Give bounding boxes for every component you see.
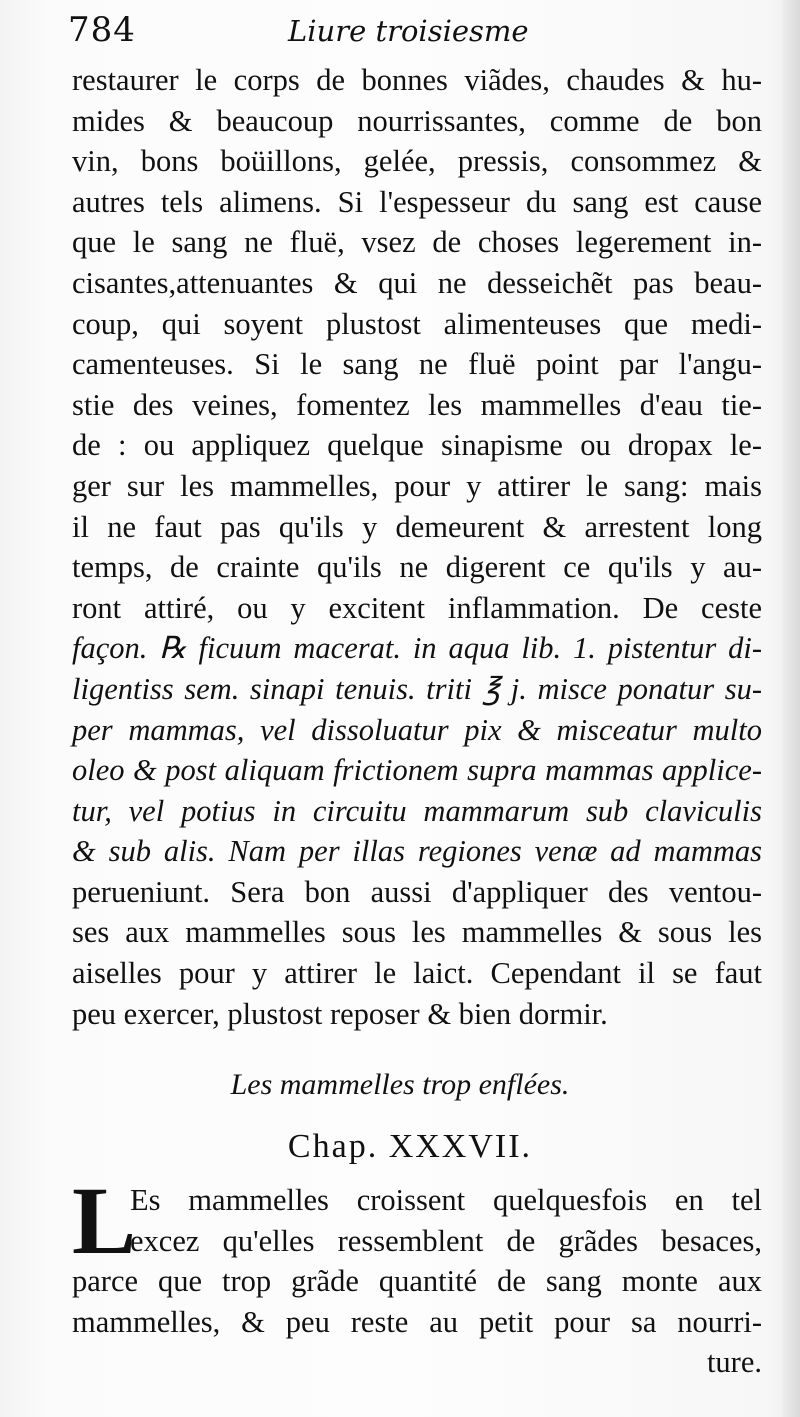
recipe-line: tur, vel potius in circuitu mammarum sub claviculis: [72, 793, 762, 828]
drop-cap: L: [72, 1167, 137, 1274]
page-edge-shadow: [782, 0, 800, 1417]
text-line: temps, de crainte qu'ils ne digerent ce qu'ils y au-: [72, 550, 762, 585]
text-line: que le sang ne fluë, vsez de choses legerement in-: [72, 225, 762, 260]
recipe-line: & sub alis. Nam per illas regiones venæ ad mammas: [72, 834, 762, 869]
text-line: restaurer le corps de bonnes viãdes, chaudes & hu-: [72, 63, 762, 97]
text-line: ront attiré, ou y excitent inflammation. De ceste: [72, 590, 762, 625]
recipe-line: oleo & post aliquam frictionem supra mammas applice-: [72, 753, 762, 788]
text-line: coup, qui soyent plustost alimenteuses que medi-: [72, 306, 762, 341]
text-line: aiselles pour y attirer le laict. Cependant il se faut: [72, 956, 762, 991]
text-line: peu exercer, plustost reposer & bien dormir.: [72, 996, 608, 1031]
text-line: vin, bons boüillons, gelée, pressis, consommez &: [72, 144, 762, 179]
page-number: 784: [68, 10, 136, 50]
text-line: il ne faut pas qu'ils y demeurent & arrestent long: [72, 509, 762, 544]
text-line: perueniunt. Sera bon aussi d'appliquer des ventou-: [72, 874, 762, 909]
text-line: camenteuses. Si le sang ne fluë point par l'angu-: [72, 347, 762, 382]
section-subtitle: Les mammelles trop enflées.: [230, 1068, 570, 1101]
recipe-line: per mammas, vel dissoluatur pix & misceatur multo: [72, 712, 762, 747]
text-line: cisantes,attenuantes & qui ne desseichẽt pas beau-: [72, 265, 762, 300]
recipe-line: façon. ℞ ficuum macerat. in aqua lib. 1. pistentur di-: [72, 631, 762, 666]
text-line: de : ou appliquez quelque sinapisme ou dropax le-: [72, 428, 762, 463]
body-text: [72, 60, 762, 1034]
text-line: parce que trop grãde quantité de sang monte aux: [72, 1264, 762, 1299]
catchword: ture.: [706, 1345, 762, 1380]
chapter-body: [72, 1167, 762, 1383]
recipe-line: ligentiss sem. sinapi tenuis. triti ℥ j. misce ponatur su-: [72, 671, 762, 706]
text-line: ses aux mammelles sous les mammelles & sous les: [72, 915, 762, 950]
chapter-heading: Chap. XXXVII.: [287, 1128, 533, 1165]
text-line: Es mammelles croissent quelquesfois en tel: [130, 1183, 762, 1217]
text-line: mammelles, & peu reste au petit pour sa nourri-: [72, 1304, 762, 1339]
running-head: [68, 10, 768, 58]
text-line: mides & beaucoup nourrissantes, comme de bon: [72, 103, 762, 138]
text-line: autres tels alimens. Si l'espesseur du sang est cause: [72, 184, 762, 219]
text-line: excez qu'elles ressemblent de grãdes besaces,: [130, 1223, 762, 1258]
running-title: Liure troisiesme: [288, 14, 529, 48]
text-line: ger sur les mammelles, pour y attirer le sang: mais: [72, 468, 762, 503]
text-line: stie des veines, fomentez les mammelles d'eau tie-: [72, 387, 762, 422]
